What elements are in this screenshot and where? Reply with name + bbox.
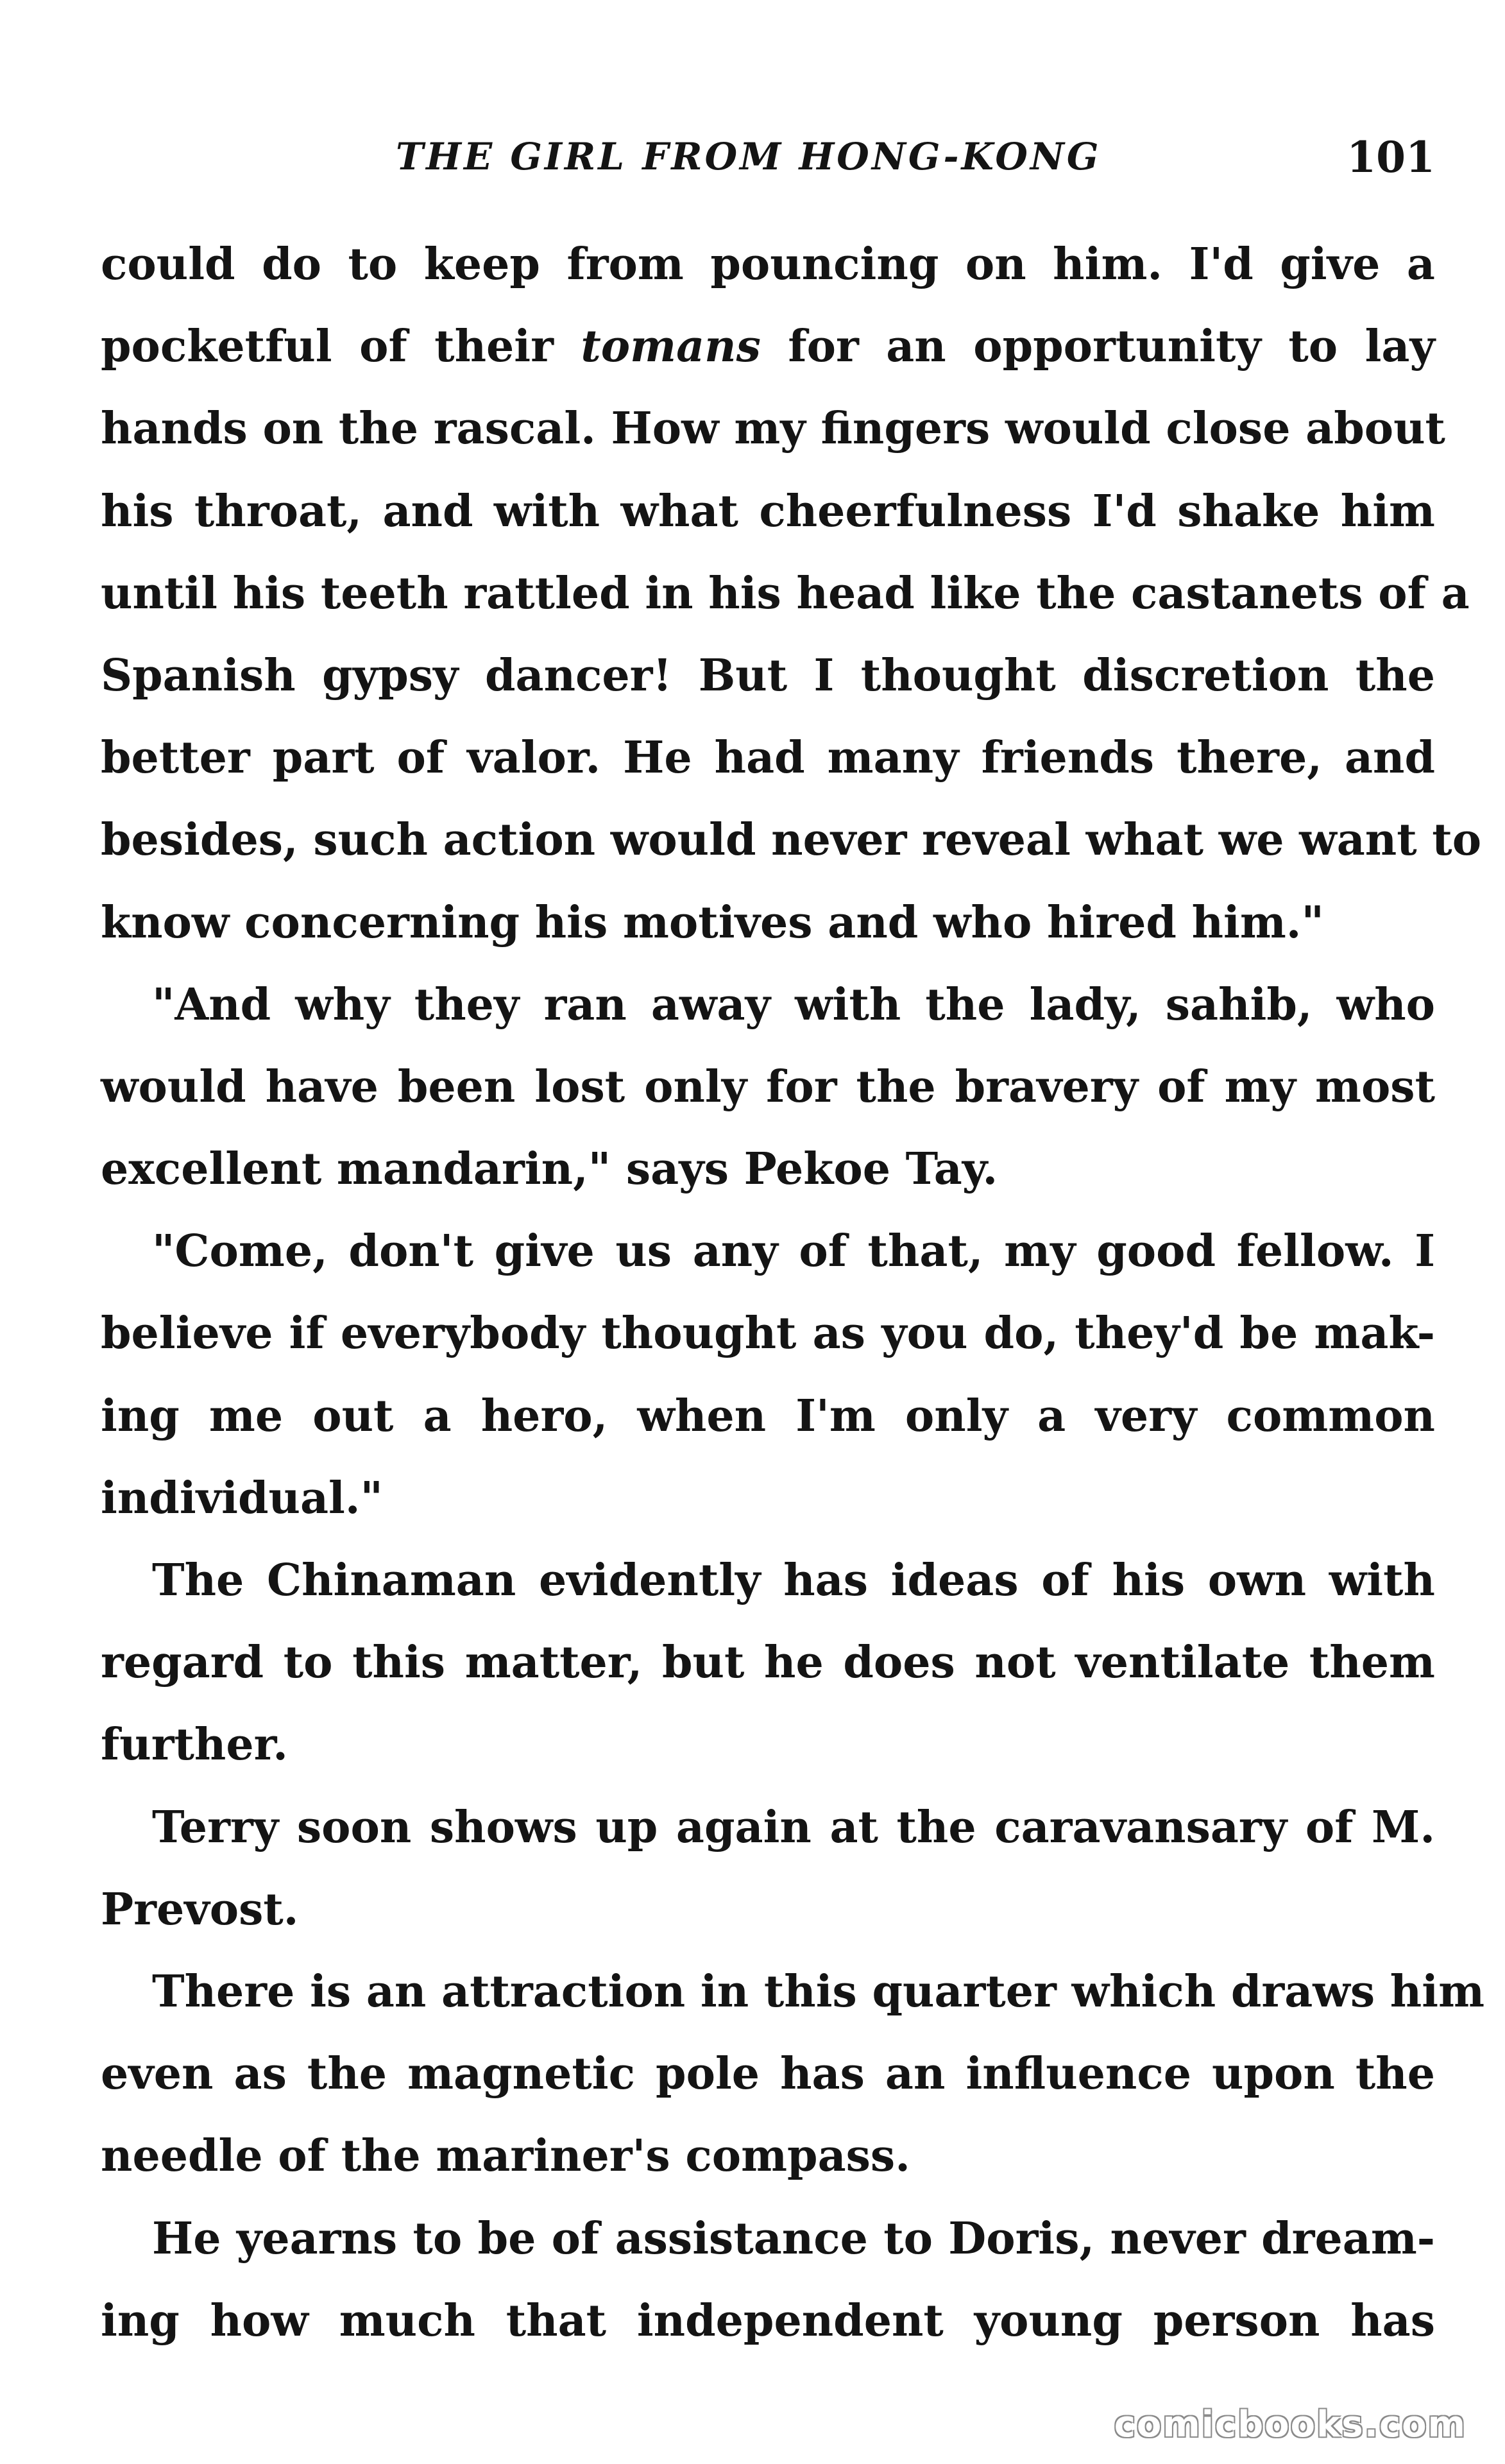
text-line: ing me out a hero, when I'm only a very common xyxy=(101,1390,1435,1442)
watermark: comicbooks.com xyxy=(1114,2404,1467,2445)
text-line: regard to this matter, but he does not ventilate them xyxy=(101,1637,1435,1689)
italic-word: tomans xyxy=(581,321,761,373)
text-line: Spanish gypsy dancer! But I thought discretion the xyxy=(101,649,1435,701)
page-header xyxy=(101,132,1435,193)
paragraph-first-line: Terry soon shows up again at the caravansary of M. xyxy=(152,1801,1435,1853)
paragraph-first-line: "And why they ran away with the lady, sahib, who xyxy=(152,979,1435,1031)
text-line-with-italic xyxy=(101,305,1435,388)
text-line: needle of the mariner's compass. xyxy=(101,2130,910,2182)
text-line: until his teeth rattled in his head like the castanets of a xyxy=(101,567,1470,619)
text-line: his throat, and with what cheerfulness I'd shake him xyxy=(101,485,1435,537)
paragraph-first-line: "Come, don't give us any of that, my good fellow. I xyxy=(152,1226,1435,1278)
text-line: ing how much that independent young person has xyxy=(101,2295,1435,2347)
text-span: pocketful of their xyxy=(101,321,581,373)
text-line: better part of valor. He had many friends there, and xyxy=(101,732,1435,784)
text-span: for an opportunity to lay xyxy=(760,321,1435,373)
text-line: further. xyxy=(101,1719,288,1771)
text-line: hands on the rascal. How my fingers would close about xyxy=(101,403,1445,455)
text-line: could do to keep from pouncing on him. I'd give a xyxy=(101,239,1435,290)
text-line: believe if everybody thought as you do, they'd be mak- xyxy=(101,1308,1435,1360)
body-text xyxy=(101,223,1485,2362)
paragraph-first-line: He yearns to be of assistance to Doris, never dream- xyxy=(152,2212,1435,2264)
paragraph-first-line: There is an attraction in this quarter which draws him xyxy=(152,1965,1485,2017)
paragraph-first-line: The Chinaman evidently has ideas of his own with xyxy=(152,1555,1435,1606)
text-line: Prevost. xyxy=(101,1883,299,1935)
text-line: individual." xyxy=(101,1472,383,1524)
page-number: 101 xyxy=(1347,132,1435,182)
text-line: would have been lost only for the bravery of my most xyxy=(101,1061,1435,1113)
text-line: even as the magnetic pole has an influence upon the xyxy=(101,2048,1435,2100)
text-line: know concerning his motives and who hired him." xyxy=(101,896,1324,948)
text-line: excellent mandarin," says Pekoe Tay. xyxy=(101,1143,998,1195)
text-line: besides, such action would never reveal what we want to xyxy=(101,814,1482,866)
running-title: THE GIRL FROM HONG-KONG xyxy=(396,135,1101,178)
